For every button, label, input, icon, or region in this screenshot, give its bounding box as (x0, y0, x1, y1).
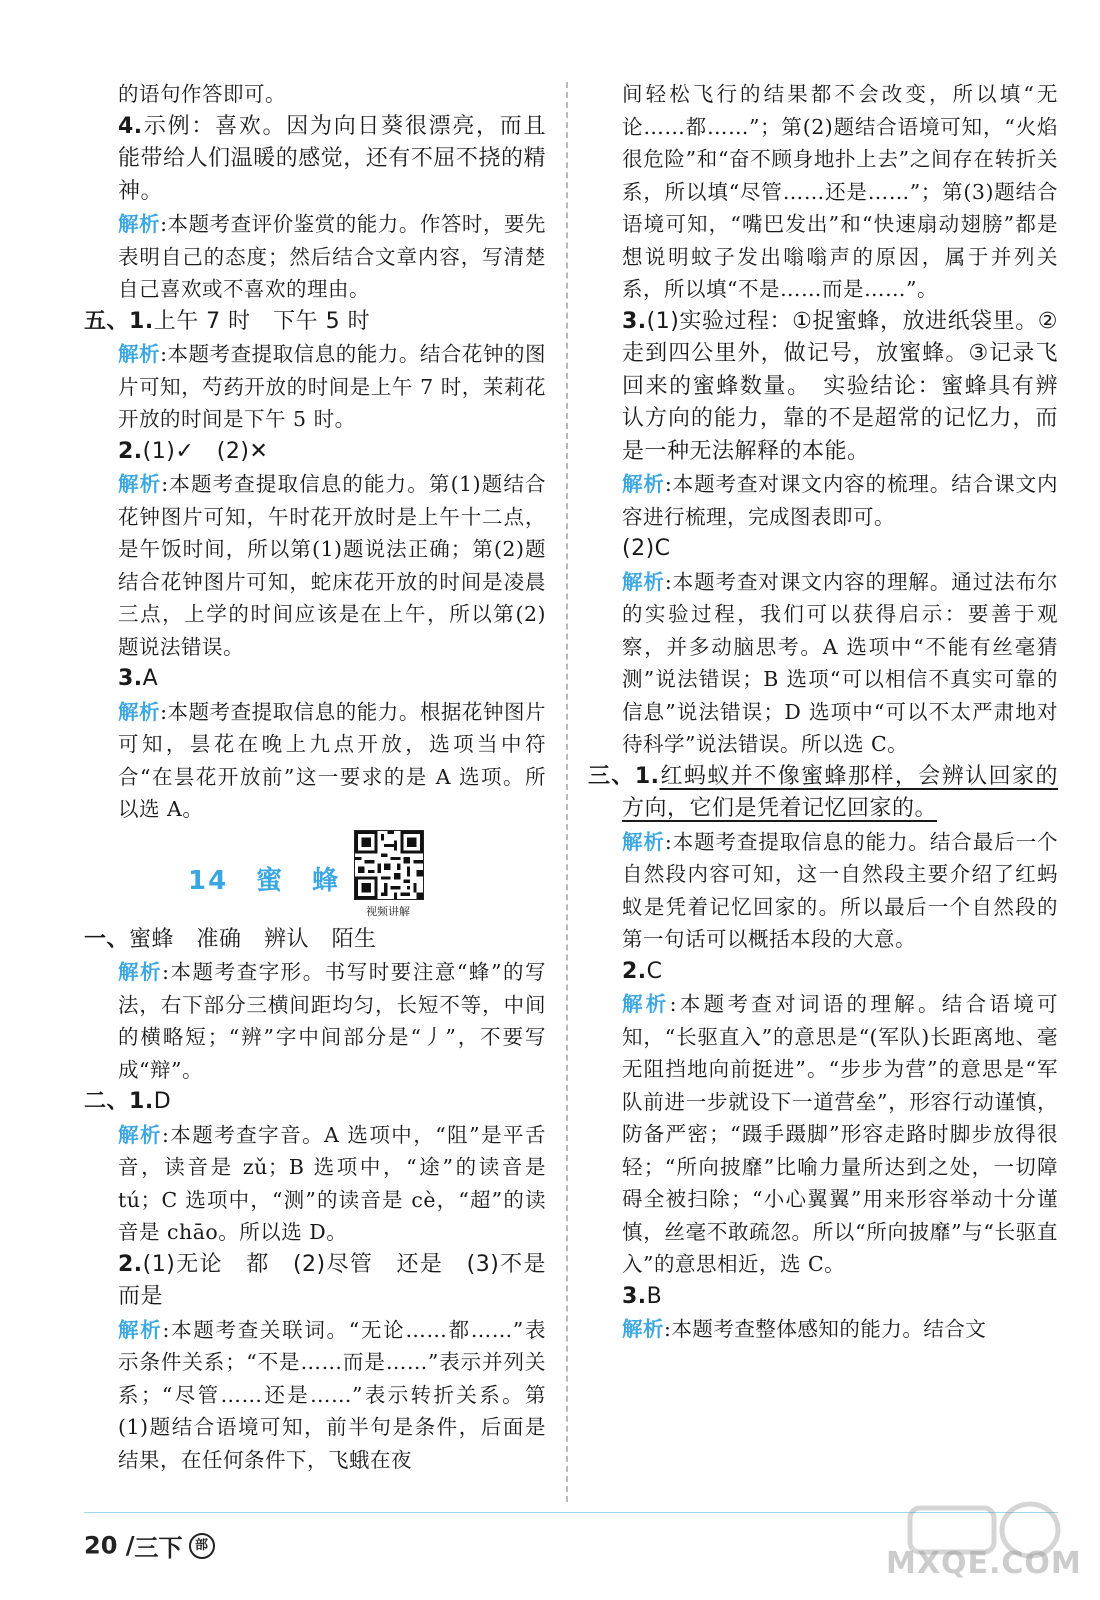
answer-item (84, 663, 546, 696)
analysis-text: :本题考查对词语的理解。结合语境可知，“长驱直入”的意思是“(军队)长距离地、毫无阻挡地向前挺进”。“步步为营”的意思是“军队前进一步就设下一道营垒”，形容行动谨慎，防备严密；“蹑手蹑脚”形容走路时脚步放得很轻；“所向披靡”比喻力量所达到之处，一切障碍全被扫除；“小心翼翼”用来形容举动十分谨慎，丝毫不敢疏忽。所以“所向披靡”与“长驱直入”的意思相近，选 C。 (622, 992, 1059, 1276)
page-number: 20 (84, 1531, 118, 1560)
answer-item (84, 306, 546, 339)
item-number: 3. (622, 308, 647, 334)
analysis-text: :本题考查整体感知的能力。结合文 (664, 1317, 987, 1341)
answer-item (84, 111, 546, 209)
column-divider (566, 82, 568, 1502)
paragraph (588, 78, 1058, 306)
analysis-label: 解析 (118, 960, 163, 984)
analysis-paragraph (84, 208, 546, 306)
footer-slash: / (125, 1531, 135, 1560)
item-number: 3. (118, 666, 143, 691)
analysis-label: 解析 (118, 1122, 162, 1147)
edition-badge-icon: 部 (189, 1533, 215, 1559)
analysis-text: :本题考查提取信息的能力。根据花钟图片可知，昙花在晚上九点开放，选项当中符合“在昙花开放前”这一要求的是 A 选项。所以选 A。 (118, 699, 547, 821)
analysis-paragraph (84, 468, 546, 663)
analysis-label: 解析 (622, 472, 665, 496)
answer-text: (2)C (622, 536, 671, 561)
answer-item (588, 1281, 1058, 1314)
analysis-label: 解析 (118, 699, 161, 724)
item-number: 2. (622, 958, 647, 984)
answer-item (84, 924, 546, 957)
analysis-text: :本题考查关联词。“无论……都……”表示条件关系；“不是……而是……”表示并列关系；“尽管……还是……”表示转折关系。第(1)题结合语境可知，前半句是条件，后面是结果，在任何条件下，飞蛾在夜 (118, 1317, 547, 1472)
analysis-label: 解析 (118, 212, 161, 236)
item-number: 3. (622, 1283, 647, 1309)
item-number: 2. (118, 1251, 143, 1277)
lesson-title: 14 蜜 蜂 (188, 865, 341, 896)
analysis-label: 解析 (622, 1317, 664, 1341)
analysis-text: :本题考查对课文内容的梳理。结合课文内容进行梳理，完成图表即可。 (622, 472, 1058, 529)
item-number: 4. (118, 113, 143, 139)
analysis-paragraph (588, 566, 1058, 761)
analysis-text: :本题考查字音。A 选项中，“阻”是平舌音，读音是 zǔ；B 选项中，“途”的读音是 tú；C 选项中，“测”的读音是 cè，“超”的读音是 chāo。所以选 D。 (118, 1122, 547, 1244)
item-number: 2. (118, 438, 143, 464)
answer-item (84, 1249, 569, 1314)
analysis-text: :本题考查对课文内容的理解。通过法布尔的实验过程，我们可以获得启示：要善于观察，并多动脑思考。A 选项中“不能有丝毫猜测”说法错误；B 选项“可以相信不真实可靠的信息”说法错误；D 选项中“可以不太严肃地对待科学”说法错误。所以选 C。 (622, 569, 1058, 756)
item-number: 1. (129, 1089, 154, 1114)
answer-text: 蜜蜂 准确 辨认 陌生 (129, 926, 377, 952)
left-column (84, 78, 569, 1476)
watermark-text: MXQE.COM (886, 1546, 1082, 1581)
answer-text: A (142, 666, 159, 691)
analysis-text: :本题考查评价鉴赏的能力。作答时，要先表明自己的态度；然后结合文章内容，写清楚自己喜欢或不喜欢的理由。 (118, 212, 547, 301)
lesson-header (84, 830, 546, 922)
analysis-label: 解析 (622, 829, 665, 854)
answer-item (588, 533, 1058, 566)
analysis-label: 解析 (118, 342, 161, 366)
analysis-label: 解析 (622, 569, 665, 594)
answer-text: (1)✓ (2)✕ (142, 438, 269, 464)
answer-text: C (646, 958, 663, 984)
section-marker: 一、 (84, 926, 130, 952)
analysis-paragraph (84, 1119, 546, 1249)
analysis-paragraph (84, 338, 546, 436)
analysis-label: 解析 (622, 992, 670, 1016)
answer-text: B (646, 1283, 663, 1309)
text: 间轻松飞行的结果都不会改变，所以填“无论……都……”；第(2)题结合语境可知，“火焰很危险”和“奋不顾身地扑上去”之间存在转折关系，所以填“尽管……还是……”；第(3)题结合语境可知，“嘴巴发出”和“快速扇动翅膀”都是想说明蚊子发出嗡嗡声的原因，属于并列关系，所以填“不是……而是……”。 (622, 82, 1058, 301)
answer-item (588, 306, 1058, 469)
answer-text: 上午 7 时 下午 5 时 (153, 308, 371, 334)
answer-text: 示例：喜欢。因为向日葵很漂亮，而且能带给人们温暖的感觉，还有不屈不挠的精神。 (118, 113, 546, 204)
paragraph (84, 78, 546, 111)
analysis-paragraph (588, 988, 1058, 1281)
answer-text: (1)无论 都 (2)尽管 还是 (3)不是 而是 (118, 1251, 569, 1309)
analysis-label: 解析 (118, 1317, 163, 1342)
analysis-label: 解析 (118, 472, 162, 496)
analysis-paragraph (84, 1314, 546, 1477)
analysis-paragraph (588, 1313, 1058, 1346)
analysis-text: :本题考查提取信息的能力。第(1)题结合花钟图片可知，午时花开放时是上午十二点，是午饭时间，所以第(1)题说法正确；第(2)题结合花钟图片可知，蛇床花开放的时间是凌晨三点，上学的时间应该是在上午，所以第(2)题说法错误。 (118, 472, 547, 659)
answer-item (588, 761, 1058, 826)
video-qr[interactable] (354, 830, 426, 919)
analysis-paragraph (588, 468, 1058, 533)
analysis-text: :本题考查提取信息的能力。结合最后一个自然段内容可知，这一自然段主要介绍了红蚂蚁是凭着记忆回家的。所以最后一个自然段的第一句话可以概括本段的大意。 (622, 829, 1058, 951)
qr-code-icon[interactable] (354, 830, 424, 900)
analysis-paragraph (588, 826, 1058, 956)
section-marker: 五、 (84, 308, 130, 334)
section-marker: 二、 (84, 1089, 130, 1114)
text: 的语句作答即可。 (118, 82, 286, 106)
answer-text: (1)实验过程：①捉蜜蜂，放进纸袋里。②走到四公里外，做记号，放蜜蜂。③记录飞回来的蜜蜂数量。 实验结论：蜜蜂具有辨认方向的能力，靠的不是超常的记忆力，而是一种无法解释的本能。 (622, 308, 1058, 464)
answer-item (84, 436, 546, 469)
analysis-paragraph (84, 956, 546, 1086)
answer-text: D (153, 1089, 172, 1114)
answer-item (588, 956, 1058, 989)
section-marker: 三、 (588, 763, 635, 789)
analysis-text: :本题考查字形。书写时要注意“蜂”的写法，右下部分三横间距均匀，长短不等，中间的横略短；“辨”字中间部分是“丿”，不要写成“辩”。 (118, 960, 546, 1082)
right-column (588, 78, 1058, 1346)
analysis-paragraph (84, 696, 546, 826)
item-number: 1. (634, 763, 660, 789)
item-number: 1. (129, 308, 154, 334)
answer-text: 红蚂蚁并不像蜜蜂那样，会辨认回家的方向，它们是凭着记忆回家的。 (622, 763, 1058, 821)
page-footer (84, 1528, 215, 1568)
grade-label: 三下 (134, 1534, 183, 1562)
analysis-text: :本题考查提取信息的能力。结合花钟的图片可知，芍药开放的时间是上午 7 时，茉莉花开放的时间是下午 5 时。 (118, 342, 547, 431)
qr-label: 视频讲解 (366, 904, 410, 918)
answer-item (84, 1086, 546, 1119)
